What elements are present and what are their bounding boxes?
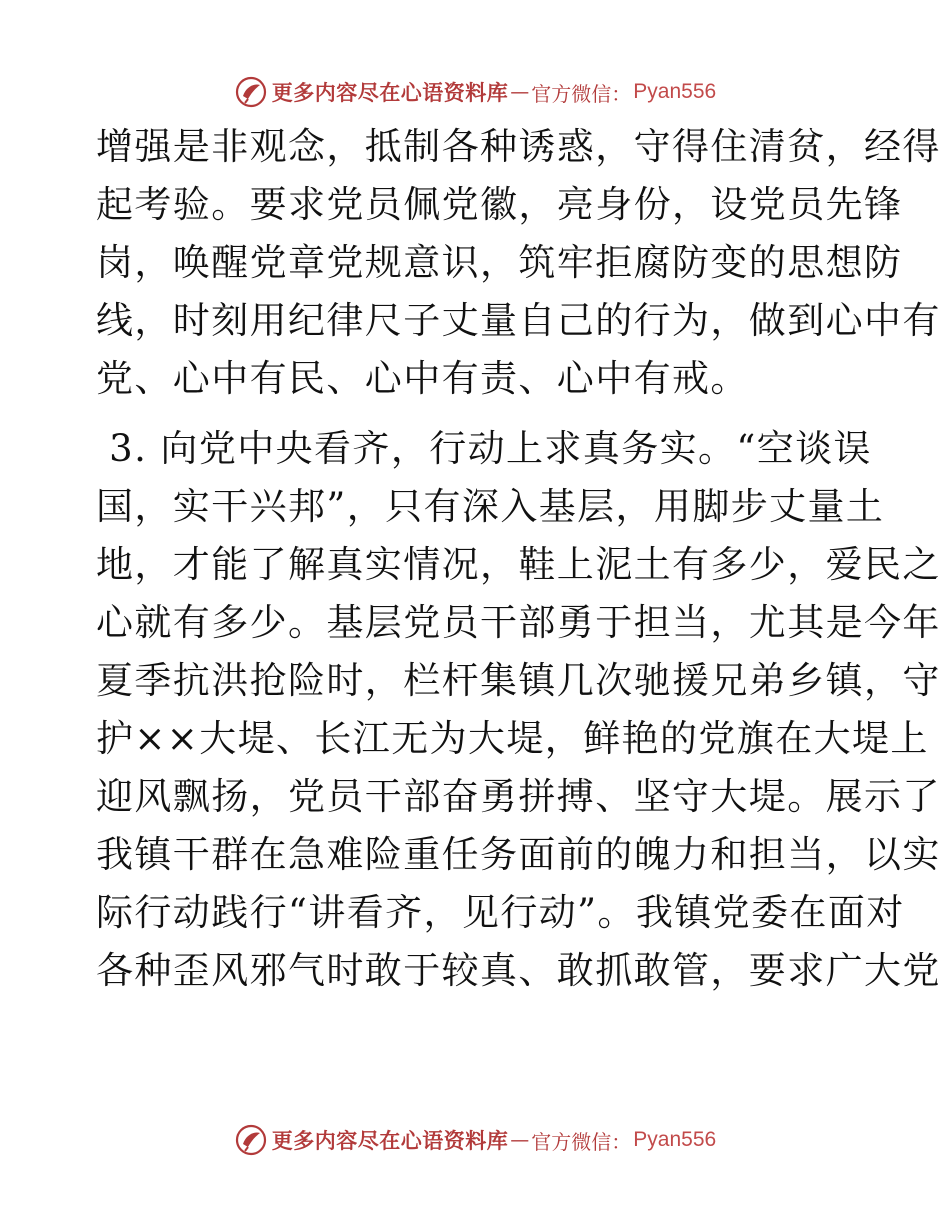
text-line: 岗，唤醒党章党规意识，筑牢拒腐防变的思想防 [96,241,903,284]
text-line: 护××大堤、长江无为大堤，鲜艳的党旗在大堤上 [96,717,929,760]
text-line: 各种歪风邪气时敢于较真、敢抓敢管，要求广大党 [96,949,941,992]
text-line: 增强是非观念，抵制各种诱惑，守得住清贫，经得 [96,125,941,168]
text-line: 3. 向党中央看齐，行动上求真务实。“空谈误 [96,427,872,470]
banner-separator: — [510,1129,530,1151]
document-body [96,118,941,1000]
banner-brand: 更多内容尽在心语资料库 [271,80,509,105]
banner-brand: 更多内容尽在心语资料库 [271,1128,509,1153]
banner-separator: — [510,81,530,103]
banner-wechat-label: 官方微信： [531,1129,632,1154]
text-line: 夏季抗洪抢险时，栏杆集镇几次驰援兄弟乡镇，守 [96,659,941,702]
banner-wechat-label: 官方微信： [531,81,632,106]
text-line: 党、心中有民、心中有责、心中有戒。 [96,357,749,400]
text-line: 国，实干兴邦”，只有深入基层，用脚步丈量土 [96,485,885,528]
text-line: 线，时刻用纪律尺子丈量自己的行为，做到心中有 [96,299,941,342]
banner-wechat-id: Pyan556 [633,80,717,103]
paragraph-1 [96,118,941,408]
header-banner [0,72,950,112]
text-line: 我镇干群在急难险重任务面前的魄力和担当，以实 [96,833,941,876]
logo-icon [234,75,268,109]
text-line: 际行动践行“讲看齐，见行动”。我镇党委在面对 [96,891,905,934]
banner-wechat-id: Pyan556 [633,1128,717,1151]
text-line: 迎风飘扬，党员干部奋勇拼搏、坚守大堤。展示了 [96,775,941,818]
logo-icon [234,1123,268,1157]
text-line: 起考验。要求党员佩党徽，亮身份，设党员先锋 [96,183,903,226]
paragraph-2 [96,420,941,1000]
text-line: 地，才能了解真实情况，鞋上泥土有多少，爱民之 [96,543,941,586]
footer-banner [0,1120,950,1160]
text-line: 心就有多少。基层党员干部勇于担当，尤其是今年 [96,601,941,644]
